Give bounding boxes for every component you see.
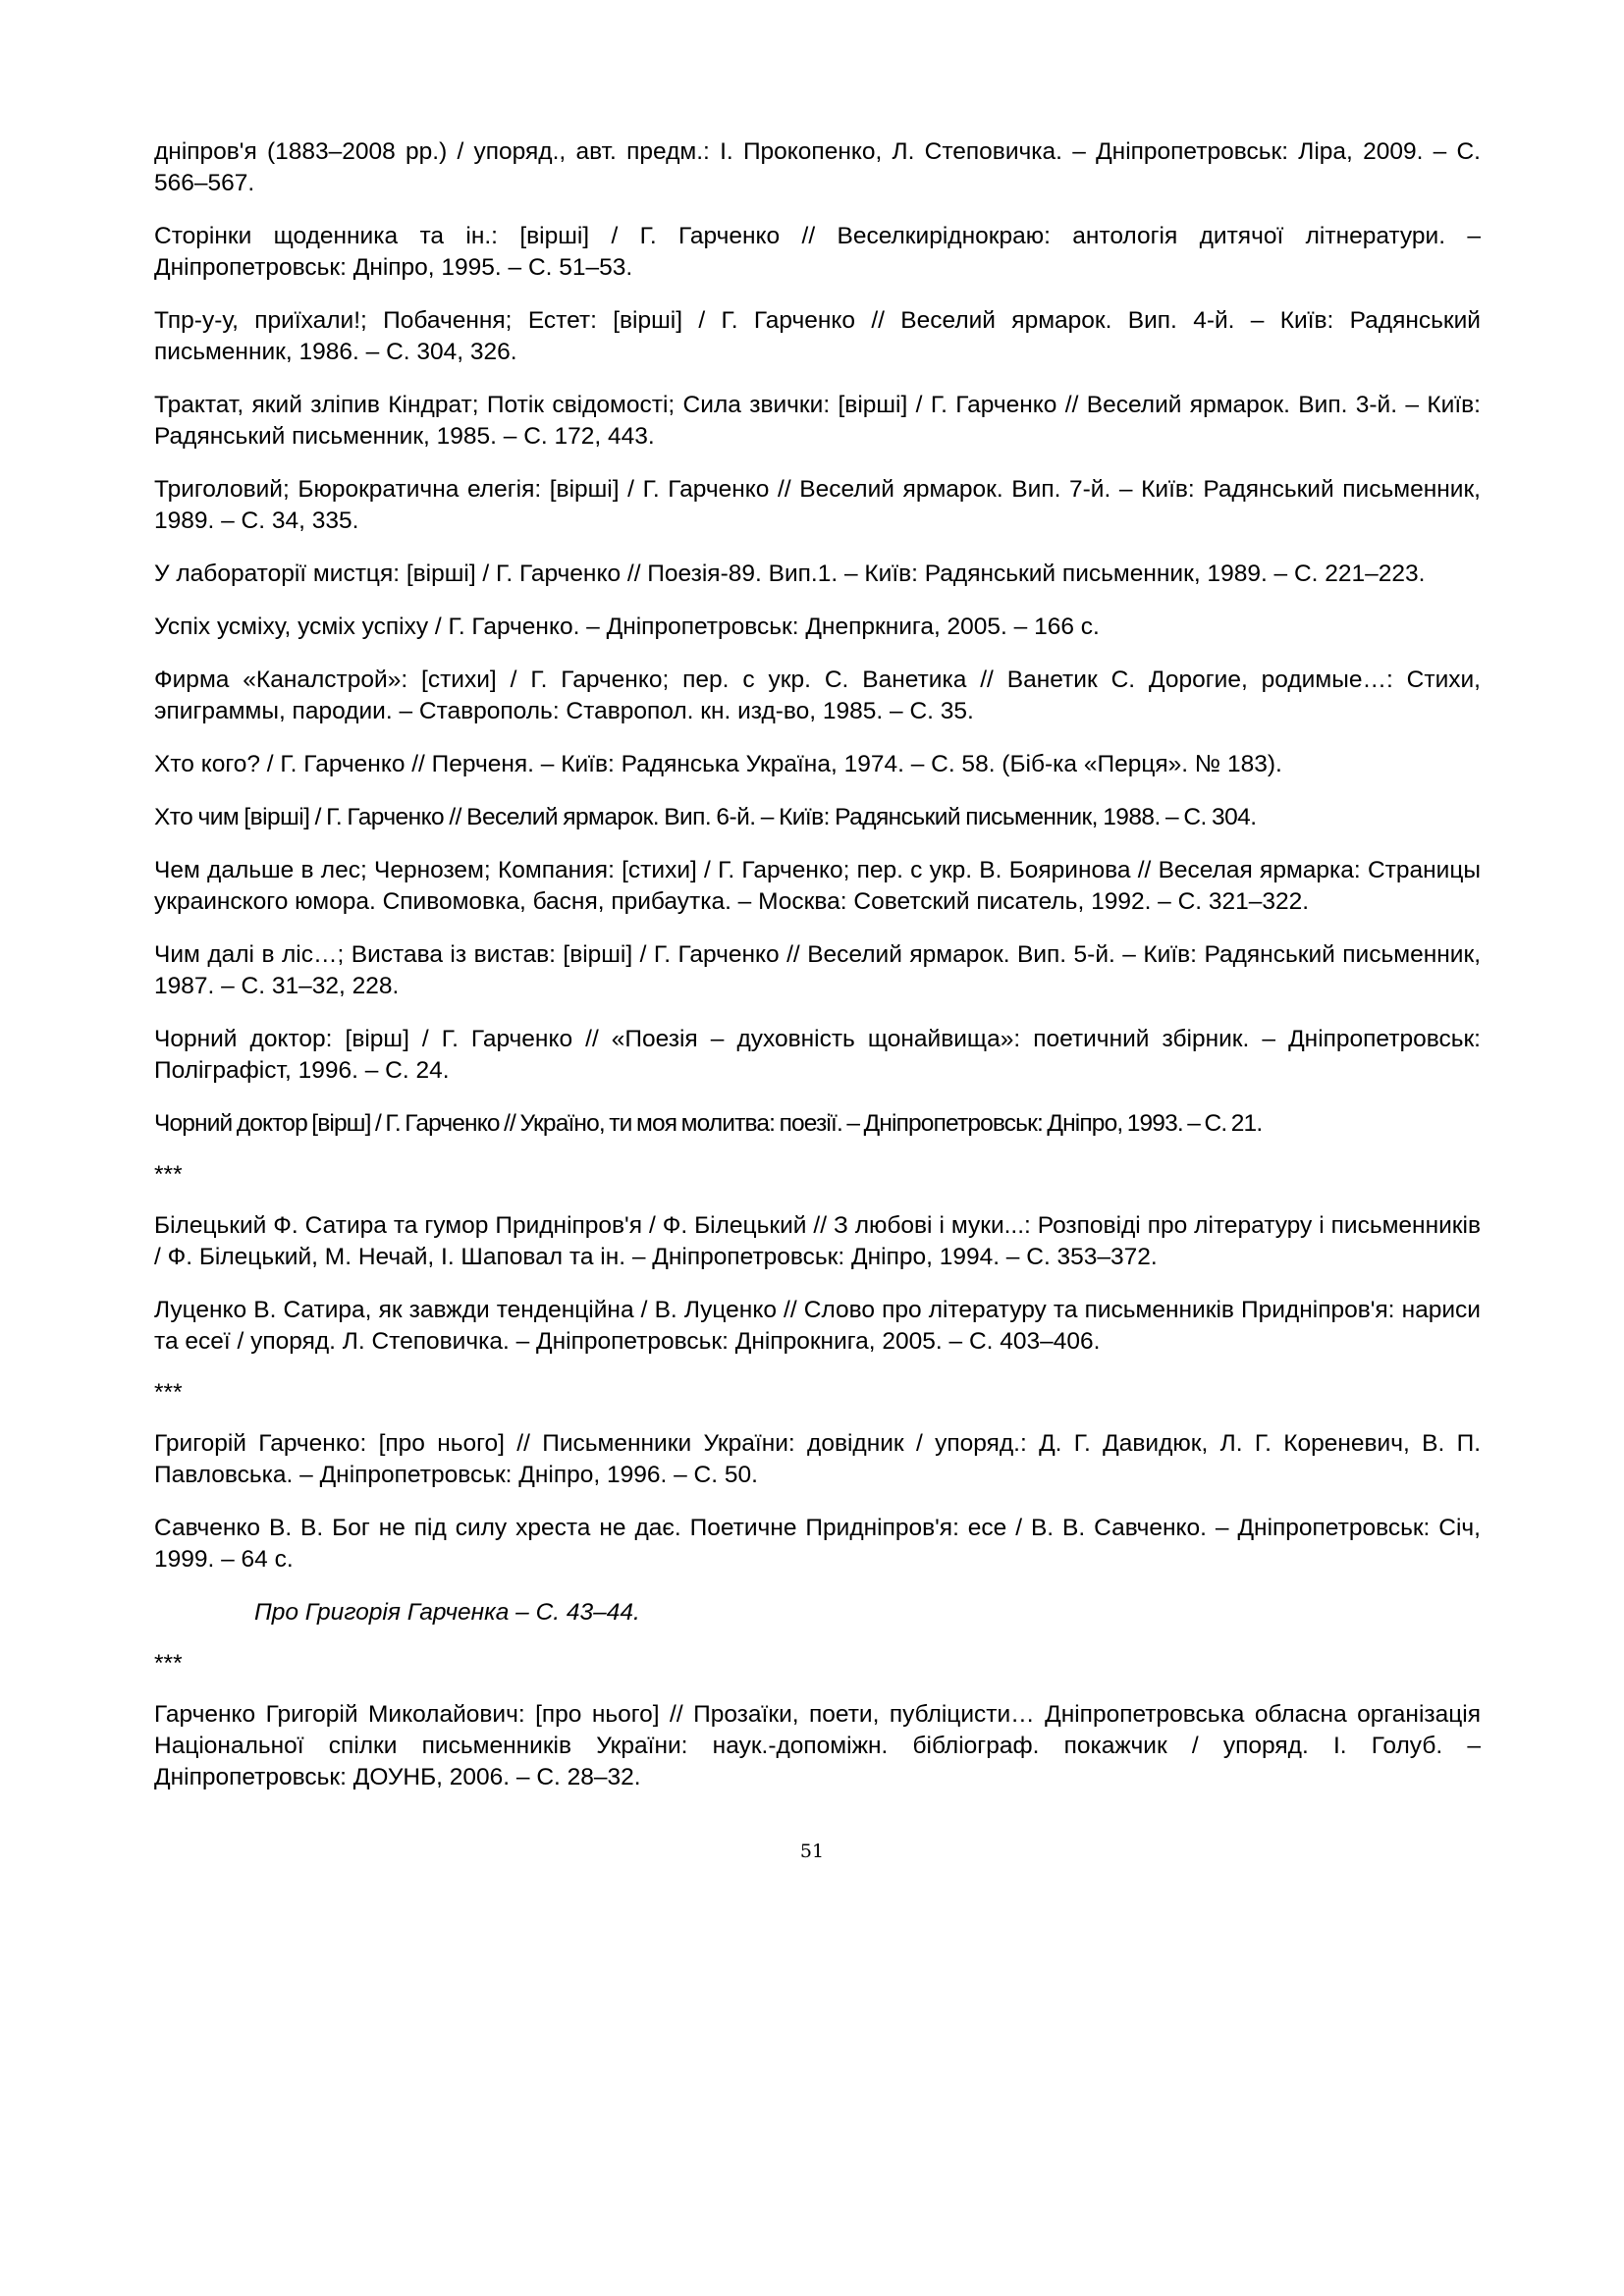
- section-separator: ***: [154, 1161, 183, 1188]
- bibliography-entry: Тпр-у-у, приїхали!; Побачення; Естет: [вірші] / Г. Гарченко // Веселий ярмарок. Вип. 4-й. – Київ: Радянський письменник, 1986. – С. 304, 326.: [154, 307, 1481, 365]
- bibliography-entry: Білецький Ф. Сатира та гумор Придніпров'я / Ф. Білецький // З любові і муки...: Розповіді про літературу і письменників / Ф. Білецький, М. Нечай, І. Шаповал та ін. – Дніпропетровськ: Дніпро, 1994. – С. 353–372.: [154, 1212, 1481, 1270]
- section-separator: ***: [154, 1650, 183, 1677]
- bibliography-entry: У лабораторії мистця: [вірші] / Г. Гарченко // Поезія-89. Вип.1. – Київ: Радянський письменник, 1989. – С. 221–223.: [154, 561, 1426, 587]
- bibliography-entry: Чорний доктор [вірш] / Г. Гарченко // Україно, ти моя молитва: поезії. – Дніпропетровськ: Дніпро, 1993. – С. 21.: [154, 1110, 1263, 1137]
- bibliography-entry: Хто чим [вірші] / Г. Гарченко // Веселий ярмарок. Вип. 6-й. – Київ: Радянський письменник, 1988. – С. 304.: [154, 804, 1257, 830]
- bibliography-entry: Григорій Гарченко: [про нього] // Письменники України: довідник / упоряд.: Д. Г. Давидюк, Л. Г. Кореневич, В. П. Павловська. – Дніпропетровськ: Дніпро, 1996. – С. 50.: [154, 1430, 1481, 1488]
- bibliography-entry: Чим далі в ліс…; Вистава із вистав: [вірші] / Г. Гарченко // Веселий ярмарок. Вип. 5-й. – Київ: Радянський письменник, 1987. – С. 31–32, 228.: [154, 941, 1481, 999]
- bibliography-entry: Трактат, який зліпив Кіндрат; Потік свідомості; Сила звички: [вірші] / Г. Гарченко // Веселий ярмарок. Вип. 3-й. – Київ: Радянський письменник, 1985. – С. 172, 443.: [154, 392, 1481, 450]
- bibliography-entry: Успіх усміху, усміх успіху / Г. Гарченко. – Дніпропетровськ: Днепркнига, 2005. – 166 с.: [154, 614, 1100, 640]
- bibliography-entry: Чорний доктор: [вірш] / Г. Гарченко // «Поезія – духовність щонайвища»: поетичний збірник. – Дніпропетровськ: Поліграфіст, 1996. – С. 24.: [154, 1026, 1481, 1084]
- bibliography-entry: Сторінки щоденника та ін.: [вірші] / Г. Гарченко // Веселкиріднокраю: антологія дитячої літнератури. – Дніпропетровськ: Дніпро, 1995. – С. 51–53.: [154, 223, 1481, 281]
- bibliography-entry: Луценко В. Сатира, як завжди тенденційна / В. Луценко // Слово про літературу та письменників Придніпров'я: нариси та есеї / упоряд. Л. Степовичка. – Дніпропетровськ: Дніпрокнига, 2005. – С. 403–406.: [154, 1297, 1481, 1355]
- section-separator: ***: [154, 1379, 183, 1406]
- bibliography-entry: Савченко В. В. Бог не під силу хреста не дає. Поетичне Придніпров'я: есе / В. В. Савченко. – Дніпропетровськ: Січ, 1999. – 64 с.: [154, 1515, 1481, 1573]
- entry-note: Про Григорія Гарченка – С. 43–44.: [254, 1599, 640, 1626]
- bibliography-entry: Триголовий; Бюрократична елегія: [вірші] / Г. Гарченко // Веселий ярмарок. Вип. 7-й. – Київ: Радянський письменник, 1989. – С. 34, 335.: [154, 476, 1481, 534]
- bibliography-list: [154, 136, 1481, 1793]
- bibliography-entry: Хто кого? / Г. Гарченко // Перченя. – Київ: Радянська Україна, 1974. – С. 58. (Біб-ка «Перця». № 183).: [154, 751, 1282, 777]
- page-number: 51: [799, 1841, 825, 1862]
- bibliography-entry: дніпров'я (1883–2008 рр.) / упоряд., авт. предм.: І. Прокопенко, Л. Степовичка. – Дніпропетровськ: Ліра, 2009. – С. 566–567.: [154, 138, 1481, 196]
- bibliography-entry: Гарченко Григорій Миколайович: [про нього] // Прозаїки, поети, публіцисти… Дніпропетровська обласна організація Національної спілки письменників України: наук.-допоміжн. бібліограф. покажчик / упоряд. І. Голуб. – Дніпропетровськ: ДОУНБ, 2006. – С. 28–32.: [154, 1701, 1481, 1790]
- bibliography-entry: Чем дальше в лес; Чернозем; Компания: [стихи] / Г. Гарченко; пер. с укр. В. Бояринова // Веселая ярмарка: Страницы украинского юмора. Спивомовка, басня, прибаутка. – Москва: Советский писатель, 1992. – С. 321–322.: [154, 857, 1481, 915]
- bibliography-entry: Фирма «Каналстрой»: [стихи] / Г. Гарченко; пер. с укр. С. Ванетика // Ванетик С. Дорогие, родимые…: Стихи, эпиграммы, пародии. – Ставрополь: Ставропол. кн. изд-во, 1985. – С. 35.: [154, 667, 1481, 724]
